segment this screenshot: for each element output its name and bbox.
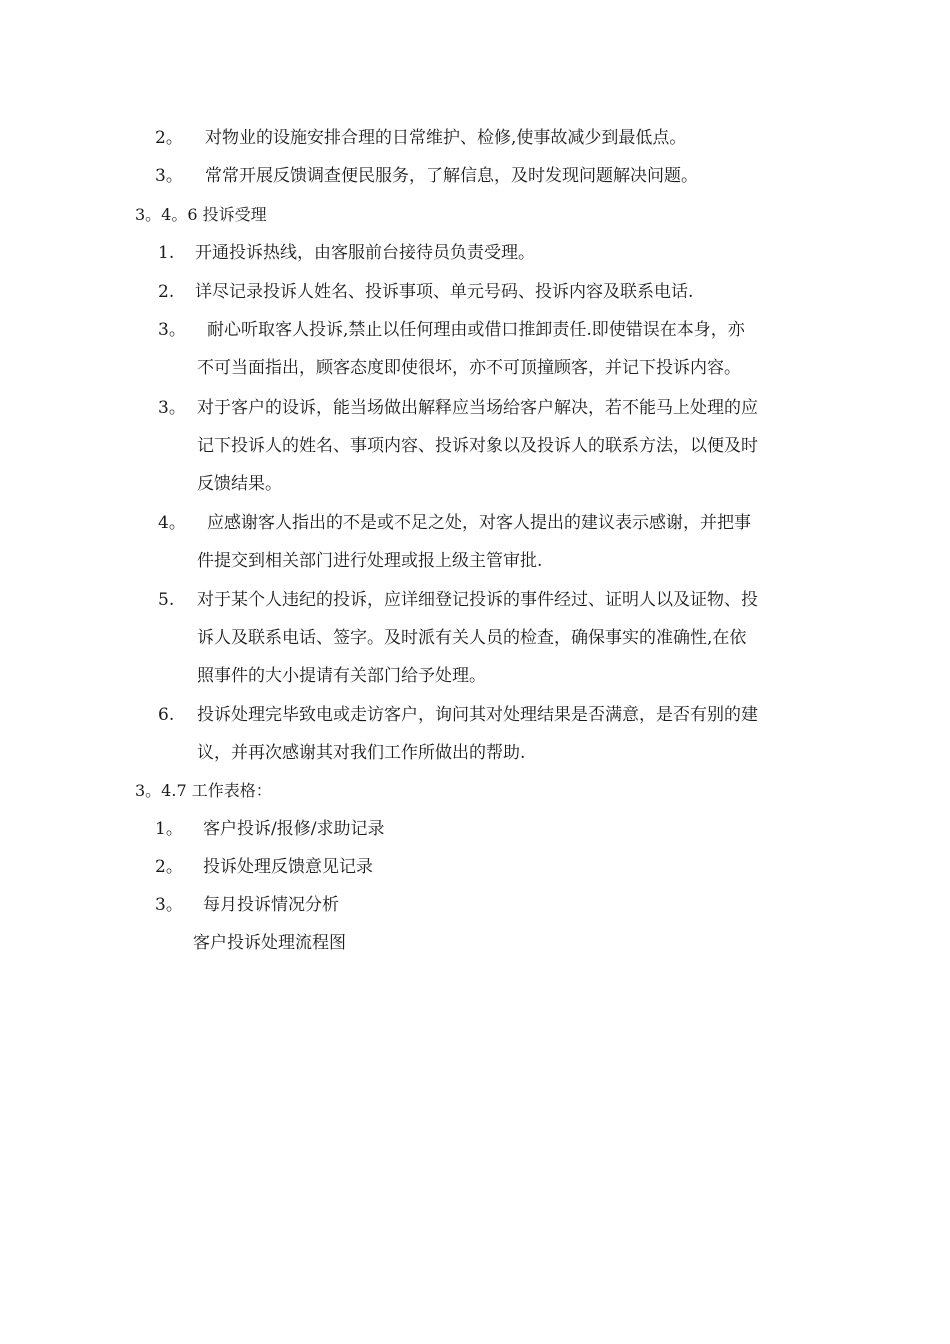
list-item-text: 应感谢客人指出的不是或不足之处，对客人提出的建议表示感谢，并把事 [207, 513, 751, 533]
list-item-text: 不可当面指出，顾客态度即使很坏，亦不可顶撞顾客，并记下投诉内容。 [197, 358, 741, 378]
list-item-text: 议，并再次感谢其对我们工作所做出的帮助. [197, 743, 526, 763]
list-item-text: 诉人及联系电话、签字。及时派有关人员的检查，确保事实的准确性,在依 [197, 628, 747, 648]
list-item-text: 详尽记录投诉人姓名、投诉事项、单元号码、投诉内容及联系电话. [195, 282, 694, 302]
list-item-text: 对物业的设施安排合理的日常维护、检修,使事故减少到最低点。 [205, 128, 687, 148]
list-number: 1. [158, 243, 175, 263]
list-number: 2。 [155, 128, 183, 148]
section-heading: 3。4.7 工作表格： [135, 781, 272, 800]
list-number: 6. [158, 705, 175, 725]
list-item-text: 耐心听取客人投诉,禁止以任何理由或借口推卸责任.即使错误在本身，亦 [207, 320, 745, 340]
list-number: 3。 [158, 320, 186, 340]
list-item-text: 客户投诉/报修/求助记录 [203, 819, 385, 839]
list-item-text: 投诉处理反馈意见记录 [203, 857, 373, 877]
figure-caption: 客户投诉处理流程图 [193, 933, 346, 953]
list-number: 3。 [155, 895, 183, 915]
list-item-text: 对于某个人违纪的投诉，应详细登记投诉的事件经过、证明人以及证物、投 [197, 590, 758, 610]
list-item-text: 件提交到相关部门进行处理或报上级主管审批. [197, 551, 543, 571]
list-number: 4。 [158, 513, 186, 533]
list-number: 1。 [155, 819, 183, 839]
list-item-text: 每月投诉情况分析 [203, 895, 339, 915]
list-item-text: 记下投诉人的姓名、事项内容、投诉对象以及投诉人的联系方法，以便及时 [197, 436, 758, 456]
list-item-text: 开通投诉热线，由客服前台接待员负责受理。 [195, 243, 535, 263]
list-number: 3。 [155, 166, 183, 186]
list-number: 3。 [158, 398, 186, 418]
list-item-text: 对于客户的设诉，能当场做出解释应当场给客户解决，若不能马上处理的应 [197, 398, 758, 418]
list-item-text: 照事件的大小提请有关部门给予处理。 [197, 666, 486, 686]
list-item-text: 反馈结果。 [197, 474, 282, 494]
section-heading: 3。4。6 投诉受理 [135, 205, 267, 224]
list-number: 5. [158, 590, 175, 610]
list-number: 2。 [155, 857, 183, 877]
list-number: 2. [158, 282, 175, 302]
list-item-text: 投诉处理完毕致电或走访客户，询问其对处理结果是否满意，是否有别的建 [197, 705, 758, 725]
list-item-text: 常常开展反馈调查便民服务，了解信息，及时发现问题解决问题。 [205, 166, 698, 186]
